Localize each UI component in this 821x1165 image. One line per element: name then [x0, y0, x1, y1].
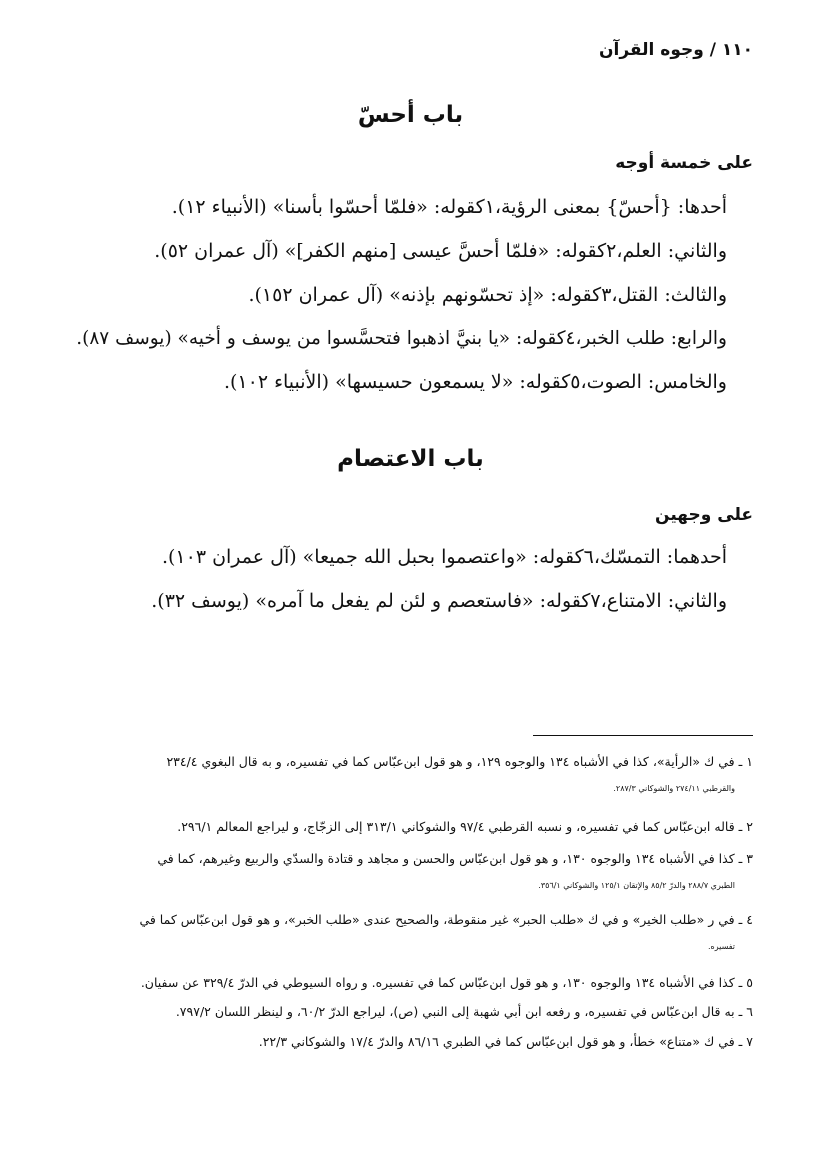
footnote-1 — [63, 748, 753, 802]
meaning-line-1: أحدها: {أحسّ} بمعنى الرؤية،١كقوله: «فلمّا أحسّوا بأسنا» (الأنبياء ١٢). — [171, 196, 727, 218]
footnote-1-text: ١ ـ في ك «الرأية»، كذا في الأشباه ١٣٤ والوجوه ١٢٩، و هو قول ابن‌عبّاس كما في تفسيره، و به قال البغوي ٢٣٤/٤ — [166, 754, 753, 769]
footnote-4-continuation: تفسيره. — [708, 942, 735, 951]
footnote-3-continuation: الطبري ٢٨٨/٧ والدرّ ٨٥/٢ والإتقان ١٢٥/١ والشوكاني ٣٥٦/١. — [538, 881, 735, 890]
footnote-2-text: ٢ ـ قاله ابن‌عبّاس كما في تفسيره، و نسبه القرطبي ٩٧/٤ والشوكاني ٣١٣/١ إلى الزجّاج، و ليراجع المعالم ٢٩٦/١. — [177, 819, 753, 834]
meaning-line-7: والثاني: الامتناع،٧كقوله: «فاستعصم و لئن لم يفعل ما آمره» (يوسف ٣٢). — [151, 590, 727, 612]
meaning-line-3: والثالث: القتل،٣كقوله: «إذ تحسّونهم بإذنه» (آل عمران ١٥٢). — [248, 284, 727, 306]
footnote-separator — [533, 735, 753, 736]
footnote-2 — [63, 813, 753, 840]
running-header: ١١٠ / وجوه القرآن — [599, 40, 753, 60]
footnote-7 — [63, 1028, 753, 1055]
footnote-4-text: ٤ ـ في ر «طلب الخير» و في ك «طلب الحبر» غير منقوطة، والصحيح عندى «طلب الخبر»، و هو قول ابن‌عبّاس كما في — [139, 912, 753, 927]
footnote-3-text: ٣ ـ كذا في الأشباه ١٣٤ والوجوه ١٣٠، و هو قول ابن‌عبّاس والحسن و مجاهد و قتادة والسدّي والربيع وغيرهم، كما في — [157, 851, 753, 866]
footnote-6 — [63, 998, 753, 1025]
footnote-4 — [63, 906, 753, 960]
meaning-line-6: أحدهما: التمسّك،٦كقوله: «واعتصموا بحبل الله جميعا» (آل عمران ١٠٣). — [161, 546, 727, 568]
meaning-line-2: والثاني: العلم،٢كقوله: «فلمّا أحسَّ عيسى [منهم الكفر]» (آل عمران ٥٢). — [154, 240, 727, 262]
section-intro-itisam: على وجهين — [655, 505, 753, 525]
chapter-title-itisam: باب الاعتصام — [337, 446, 484, 472]
section-intro-ahassa: على خمسة أوجه — [615, 153, 753, 173]
footnote-1-continuation: والقرطبي ٢٧٤/١١ والشوكاني ٢٨٧/٣. — [613, 784, 735, 793]
footnote-3 — [63, 845, 753, 899]
meaning-line-4: والرابع: طلب الخبر،٤كقوله: «يا بنيَّ اذهبوا فتحسَّسوا من يوسف و أخيه» (يوسف ٨٧). — [76, 328, 727, 349]
footnote-5 — [63, 969, 753, 996]
footnote-6-text: ٦ ـ به قال ابن‌عبّاس في تفسيره، و رفعه ابن أبي شهبة إلى النبي (ص)، ليراجع الدرّ ٦٠/٢، و لينظر اللسان ٧٩٧/٢. — [175, 1004, 753, 1019]
chapter-title-ahassa: باب أحسّ — [357, 102, 464, 128]
footnote-5-text: ٥ ـ كذا في الأشباه ١٣٤ والوجوه ١٣٠، و هو قول ابن‌عبّاس كما في تفسيره. و رواه السيوطي في الدرّ ٣٢٩/٤ عن سفيان. — [140, 975, 753, 990]
meaning-line-5: والخامس: الصوت،٥كقوله: «لا يسمعون حسيسها» (الأنبياء ١٠٢). — [223, 371, 727, 393]
footnote-7-text: ٧ ـ في ك «متناع» خطأ، و هو قول ابن‌عبّاس كما في الطبري ٨٦/١٦ والدرّ ١٧/٤ والشوكاني ٢٢/٣. — [258, 1034, 753, 1049]
